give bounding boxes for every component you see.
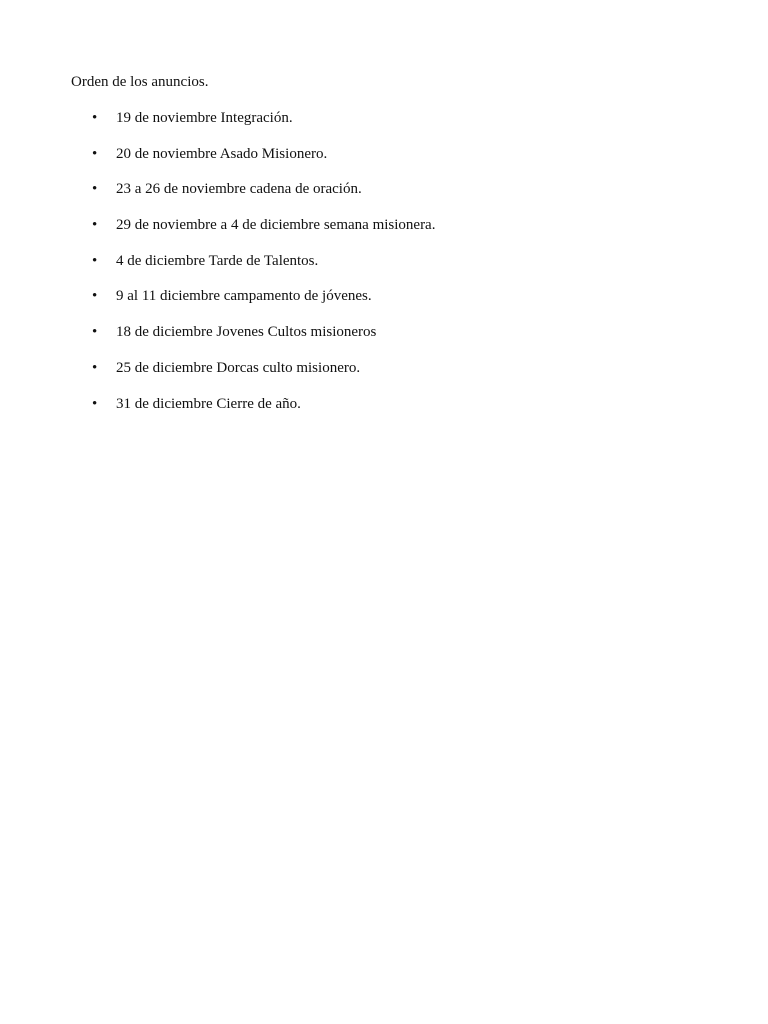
bullet-icon: • [92, 359, 98, 376]
list-item-text: 19 de noviembre Integración. [116, 110, 293, 126]
bullet-icon: • [92, 324, 98, 341]
list-item-text: 9 al 11 diciembre campamento de jóvenes. [116, 288, 372, 305]
bullet-icon: • [92, 252, 98, 269]
list-item-text: 25 de diciembre Dorcas culto misionero. [116, 359, 361, 376]
bullet-icon: • [92, 145, 98, 162]
bullet-icon: • [92, 395, 98, 412]
list-item-text: 20 de noviembre Asado Misionero. [116, 145, 328, 162]
bullet-icon: • [92, 288, 98, 305]
list-item-text: 23 a 26 de noviembre cadena de oración. [116, 181, 362, 198]
list-item-text: 4 de diciembre Tarde de Talentos. [116, 252, 319, 269]
bullet-icon: • [92, 181, 98, 198]
list-item-text: 18 de diciembre Jovenes Cultos misioneros [116, 324, 377, 341]
list-item-text: 29 de noviembre a 4 de diciembre semana misionera. [116, 217, 436, 234]
bullet-icon: • [92, 217, 98, 234]
document-heading: Orden de los anuncios. [71, 74, 209, 90]
bullet-icon: • [92, 110, 98, 126]
list-item-text: 31 de diciembre Cierre de año. [116, 395, 301, 412]
